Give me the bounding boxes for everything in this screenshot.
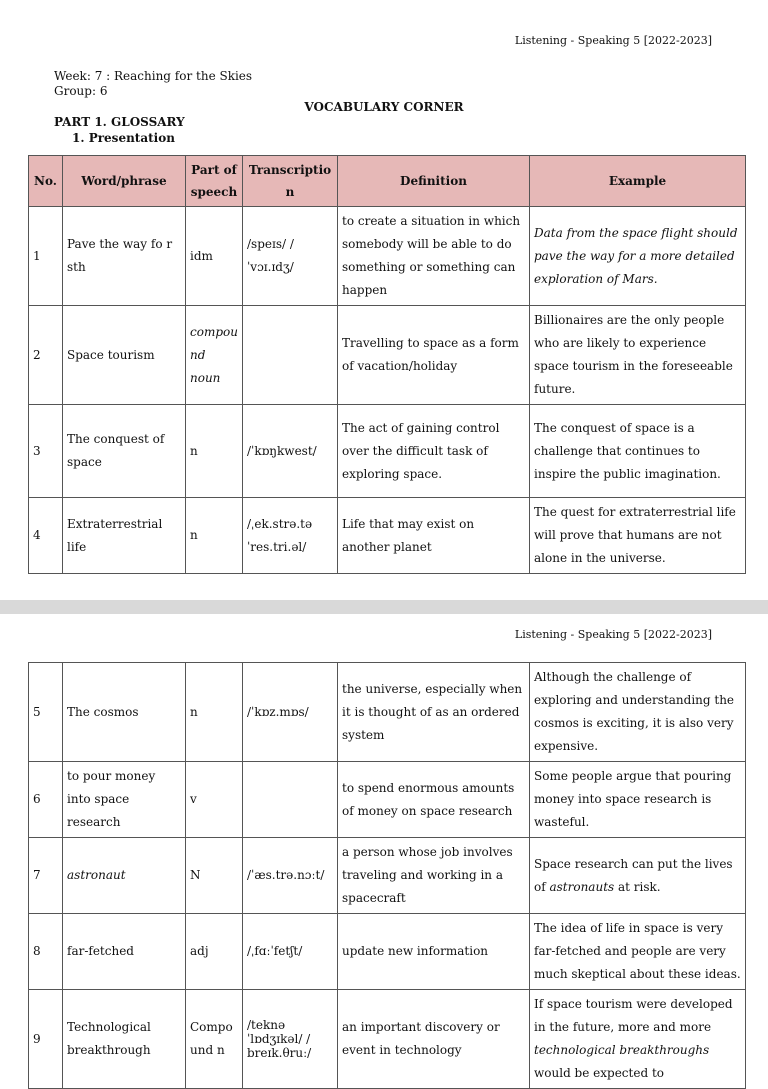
document-page-2	[0, 614, 768, 1080]
example-text: would be expected to	[534, 1066, 664, 1080]
cell-pos: compou nd noun	[186, 306, 243, 405]
page-title: VOCABULARY CORNER	[304, 100, 464, 114]
cell-word: Space tourism	[63, 306, 186, 405]
cell-word: Extraterrestrial life	[63, 498, 186, 574]
glossary-table-2	[28, 662, 746, 1089]
cell-no: 8	[29, 914, 63, 990]
cell-no: 5	[29, 663, 63, 762]
cell-transcription: /ˌfɑːˈfetʃt/	[243, 914, 338, 990]
cell-definition: to create a situation in which somebody will be able to do something or something can happen	[338, 207, 530, 306]
col-header-transcription: Transcription	[243, 156, 338, 207]
cell-transcription	[243, 306, 338, 405]
cell-word: Technological breakthrough	[63, 990, 186, 1089]
running-header: Listening - Speaking 5 [2022-2023]	[514, 628, 712, 641]
cell-transcription: /speɪs/ /ˈvɔɪ.ɪdʒ/	[243, 207, 338, 306]
cell-no: 3	[29, 405, 63, 498]
cell-no: 2	[29, 306, 63, 405]
cell-pos: Compo und n	[186, 990, 243, 1089]
cell-definition: an important discovery or event in technology	[338, 990, 530, 1089]
cell-no: 6	[29, 762, 63, 838]
cell-transcription: /ˈkɒz.mɒs/	[243, 663, 338, 762]
col-header-word: Word/phrase	[63, 156, 186, 207]
example-text: at risk.	[614, 879, 661, 894]
cell-pos: v	[186, 762, 243, 838]
col-header-no: No.	[29, 156, 63, 207]
cell-pos: n	[186, 498, 243, 574]
table-row	[29, 498, 746, 574]
cell-pos: adj	[186, 914, 243, 990]
cell-no: 4	[29, 498, 63, 574]
table-row	[29, 207, 746, 306]
part-heading: PART 1. GLOSSARY	[54, 115, 185, 129]
col-header-example: Example	[530, 156, 746, 207]
cell-word: The cosmos	[63, 663, 186, 762]
table-row	[29, 306, 746, 405]
section-heading: 1. Presentation	[72, 131, 175, 145]
table-row	[29, 405, 746, 498]
cell-definition: The act of gaining control over the difficult task of exploring space.	[338, 405, 530, 498]
cell-example: Although the challenge of exploring and understanding the cosmos is exciting, it is also very expensive.	[530, 663, 746, 762]
example-emphasis: technological breakthroughs	[534, 1043, 710, 1057]
cell-transcription: /ˈkɒŋkwest/	[243, 405, 338, 498]
cell-transcription	[243, 762, 338, 838]
group-line: Group: 6	[54, 84, 108, 98]
cell-transcription: /teknə ˈlɒdʒɪkəl/ / breɪk.θruː/	[243, 990, 338, 1089]
table-row	[29, 663, 746, 762]
cell-pos: n	[186, 663, 243, 762]
cell-no: 1	[29, 207, 63, 306]
cell-definition: the universe, especially when it is thought of as an ordered system	[338, 663, 530, 762]
cell-example: Billionaires are the only people who are likely to experience space tourism in the foreseeable future.	[530, 306, 746, 405]
cell-word: far-fetched	[63, 914, 186, 990]
page-separator	[0, 600, 768, 614]
table-row	[29, 838, 746, 914]
table-row	[29, 914, 746, 990]
cell-definition: Travelling to space as a form of vacation/holiday	[338, 306, 530, 405]
col-header-pos: Part of speech	[186, 156, 243, 207]
example-emphasis: astronauts	[549, 879, 615, 894]
cell-definition: a person whose job involves traveling and working in a spacecraft	[338, 838, 530, 914]
cell-example: The conquest of space is a challenge that continues to inspire the public imagination.	[530, 405, 746, 498]
table-row	[29, 990, 746, 1089]
cell-example	[530, 990, 746, 1089]
week-line: Week: 7 : Reaching for the Skies	[54, 69, 253, 83]
glossary-table-1	[28, 155, 746, 574]
cell-example: Some people argue that pouring money into space research is wasteful.	[530, 762, 746, 838]
example-text: If space tourism were developed in the future, more and more	[534, 997, 733, 1034]
cell-definition: update new information	[338, 914, 530, 990]
cell-example	[530, 838, 746, 914]
table-row	[29, 762, 746, 838]
cell-definition: to spend enormous amounts of money on space research	[338, 762, 530, 838]
cell-pos: N	[186, 838, 243, 914]
cell-pos: n	[186, 405, 243, 498]
cell-word: The conquest of space	[63, 405, 186, 498]
cell-pos: idm	[186, 207, 243, 306]
example-text: Space research can put the lives of	[534, 856, 733, 894]
cell-example: Data from the space flight should pave the way for a more detailed exploration of Mars.	[530, 207, 746, 306]
cell-word: Pave the way fo r sth	[63, 207, 186, 306]
table-header-row	[29, 156, 746, 207]
cell-no: 7	[29, 838, 63, 914]
cell-word: astronaut	[63, 838, 186, 914]
cell-no: 9	[29, 990, 63, 1089]
running-header: Listening - Speaking 5 [2022-2023]	[514, 34, 712, 47]
cell-word: to pour money into space research	[63, 762, 186, 838]
col-header-definition: Definition	[338, 156, 530, 207]
cell-transcription: /ˌek.strə.tə ˈres.tri.əl/	[243, 498, 338, 574]
cell-example: The quest for extraterrestrial life will prove that humans are not alone in the universe.	[530, 498, 746, 574]
cell-example: The idea of life in space is very far-fetched and people are very much skeptical about these ideas.	[530, 914, 746, 990]
cell-definition: Life that may exist on another planet	[338, 498, 530, 574]
cell-transcription: /ˈæs.trə.nɔːt/	[243, 838, 338, 914]
